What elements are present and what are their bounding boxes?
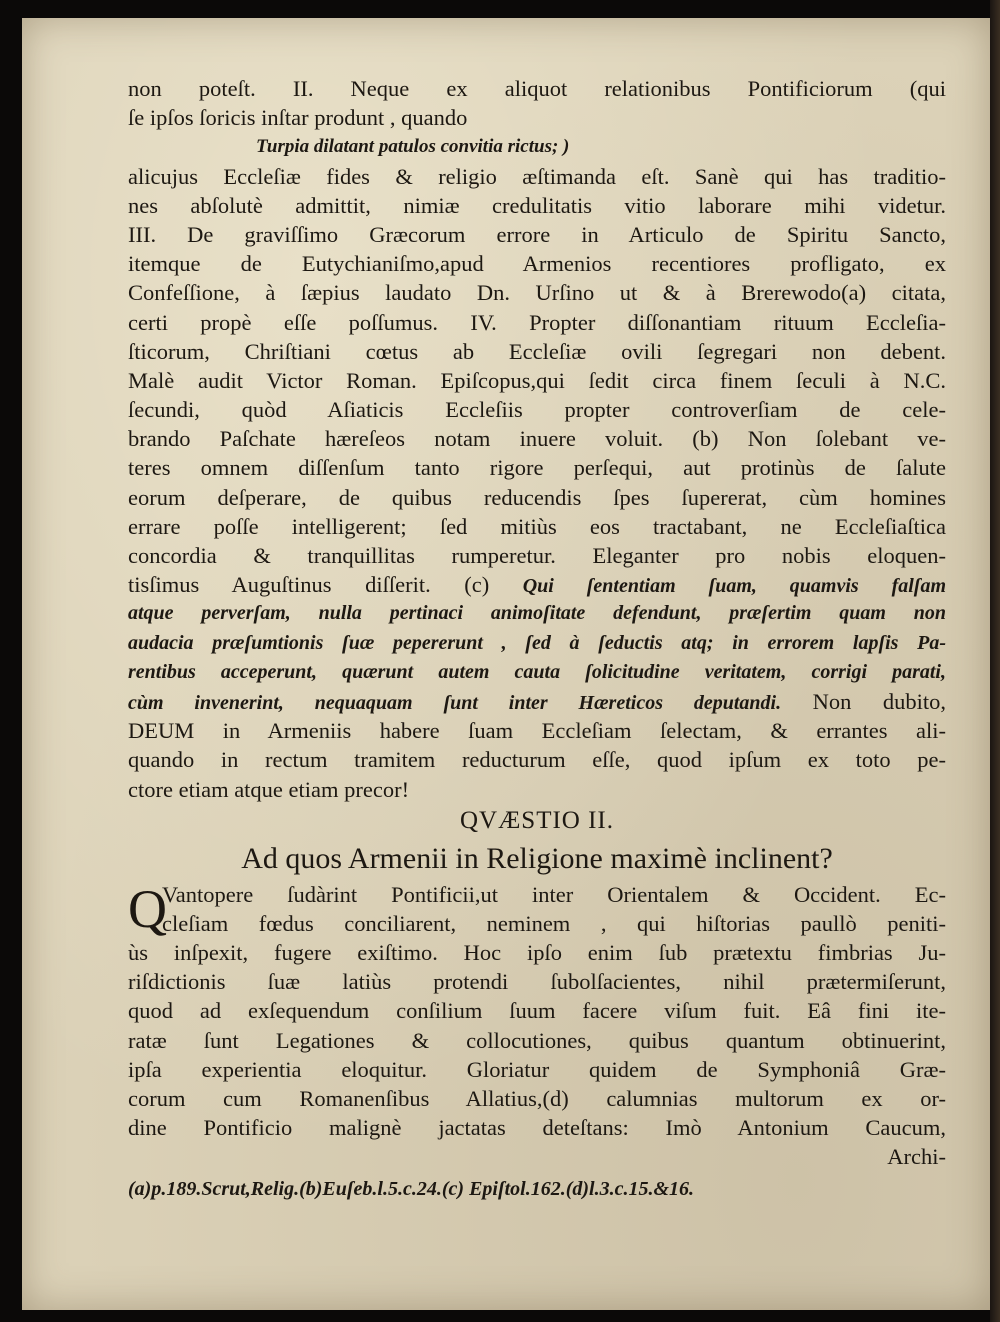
text-span: Non dubito, [812, 688, 946, 714]
text-line: ſecundi, quòd Aſiaticis Eccleſiis propter controverſiam de cele- [128, 397, 946, 423]
text-line: ipſa experientia eloquitur. Gloriatur quidem de Symphoniâ Græ- [128, 1056, 946, 1082]
text-line: concordia & tranquillitas rumperetur. Eleganter pro nobis eloquen- [128, 543, 946, 568]
text-line: quando in rectum tramitem reducturum eſſe, quod ipſum ex toto pe- [128, 747, 946, 773]
text-line: ſe ipſos ſoricis inſtar produnt , quando [128, 105, 468, 131]
text-line: riſdictionis ſuæ latiùs protendi ſubolſacientes, nihil prætermiſerunt, [128, 969, 946, 995]
augustine-quote-line: atque perverſam, nulla pertinaci animoſitate defendunt, præſertim quam non [128, 602, 946, 625]
text-line: itemque de Eutychianiſmo,apud Armenios recentiores profligato, ex [128, 251, 946, 277]
text-line-with-quote [128, 687, 946, 716]
text-line: ſticorum, Chriſtiani cœtus ab Eccleſiæ ovili ſegregari non debent. [128, 338, 946, 364]
verse-quote: Turpia dilatant patulos convitia rictus; ) [256, 136, 570, 158]
text-line: ùs inſpexit, fugere exiſtimo. Hoc ipſo enim ſub prætextu fimbrias Ju- [128, 940, 946, 966]
augustine-quote-line: audacia præſumtionis ſuæ pepererunt , ſed à ſeductis atq; in errorem lapſis Pa- [128, 631, 946, 654]
text-line: certi propè eſſe poſſumus. IV. Propter diſſonantiam rituum Eccleſia- [128, 309, 946, 335]
augustine-quote-end: cùm invenerint, nequaquam ſunt inter Hæreticos deputandi. [128, 691, 782, 714]
text-line: III. De graviſſimo Græcorum errore in Articulo de Spiritu Sancto, [128, 221, 946, 247]
text-line: quod ad exſequendum conſilium ſuum facere viſum fuit. Eâ fini ite- [128, 998, 946, 1024]
text-line: cleſiam fœdus conciliarent, neminem , qui hiſtorias paullò peniti- [162, 910, 946, 936]
text-line: eorum deſperare, de quibus reducendis ſpes ſupererat, cùm homines [128, 484, 946, 510]
augustine-quote-start: Qui ſententiam ſuam, quamvis falſam [522, 575, 946, 598]
text-line: dine Pontificio malignè jactatas deteſtans: Imò Antonium Caucum, [128, 1115, 946, 1141]
augustine-quote-line: rentibus acceperunt, quærunt autem cauta ſolicitudine veritatem, corrigi parati, [128, 660, 946, 683]
text-line: DEUM in Armeniis habere ſuam Eccleſiam ſelectam, & errantes ali- [128, 718, 946, 744]
text-line: Malè audit Victor Roman. Epiſcopus,qui ſedit circa finem ſeculi à N.C. [128, 367, 946, 393]
paragraph-with-dropcap [128, 880, 946, 938]
footnotes: (a)p.189.Scrut,Relig.(b)Euſeb.l.5.c.24.(c) Epiſtol.162.(d)l.3.c.15.&16. [128, 1177, 695, 1200]
text-line-with-quote [128, 570, 946, 599]
text-line: errare poſſe intelligerent; ſed mitiùs eos tractabant, ne Eccleſiaſtica [128, 513, 946, 539]
text-line: nes abſolutè admittit, nimiæ credulitatis vitio laborare mihi videtur. [128, 192, 946, 218]
question-title: Ad quos Armenii in Religione maximè inclinent? [241, 841, 833, 875]
question-number: QVÆSTIO II. [459, 806, 615, 834]
catchword: Archi- [887, 1144, 946, 1170]
text-line: non poteſt. II. Neque ex aliquot relationibus Pontificiorum (qui [128, 76, 946, 101]
text-line: Confeſſione, à ſæpius laudato Dn. Urſino ut & à Brerewodo(a) citata, [128, 280, 946, 306]
text-line: ratæ ſunt Legationes & collocutiones, quibus quantum obtinuerint, [128, 1027, 946, 1053]
text-line: ctore etiam atque etiam precor! [128, 776, 410, 802]
page-edge [990, 0, 1000, 1322]
text-span: tisſimus Auguſtinus diſſerit. (c) [128, 572, 490, 598]
text-line: brando Paſchate hæreſeos notam inuere voluit. (b) Non ſolebant ve- [128, 426, 946, 452]
text-line: teres omnem diſſenſum tanto rigore perſequi, aut protinùs de ſalute [128, 455, 946, 481]
text-line: Vantopere ſudàrint Pontificii,ut inter Orientalem & Occident. Ec- [162, 881, 946, 907]
text-line: corum cum Romanenſibus Allatius,(d) calumnias multorum ex or- [128, 1086, 946, 1111]
page-text [128, 74, 946, 1206]
text-line: alicujus Eccleſiæ fides & religio æſtimanda eſt. Sanè qui has traditio- [128, 163, 946, 189]
drop-capital: Q [128, 878, 167, 939]
